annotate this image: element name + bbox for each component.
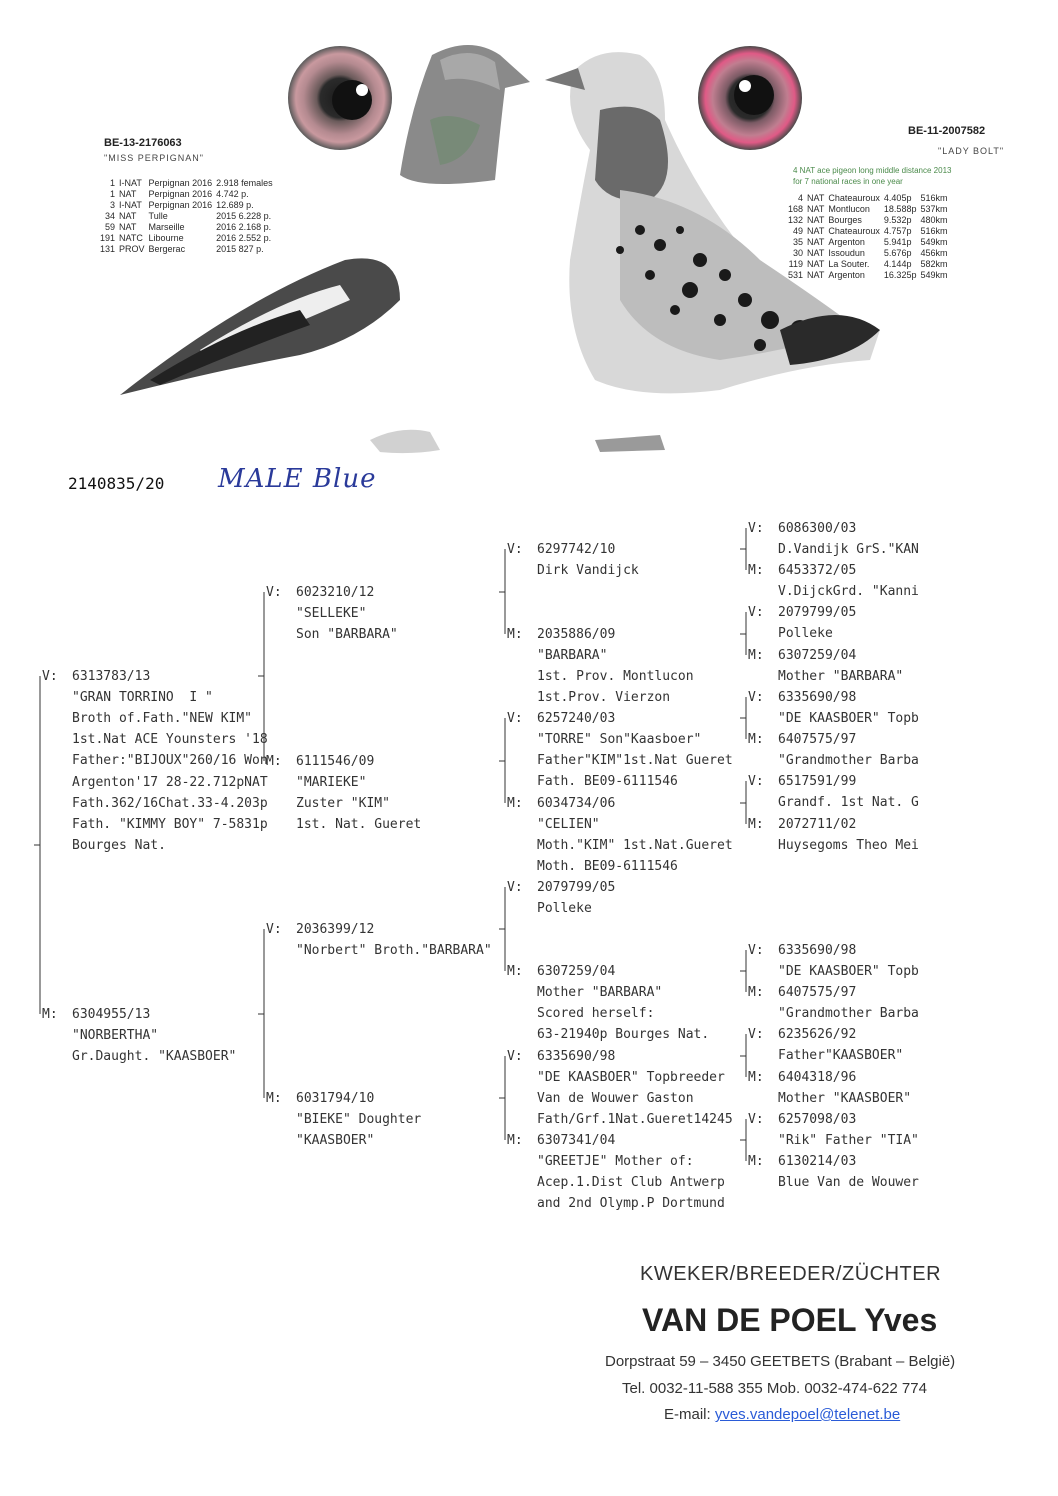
pedigree-g3-line: "GREETJE" Mother of: xyxy=(537,1154,694,1170)
pedigree-g1-line: Father:"BIJOUX"260/16 Won xyxy=(72,753,268,769)
handwritten-sex-color: MALE Blue xyxy=(218,464,377,494)
pedigree-g2-line: Zuster "KIM" xyxy=(296,796,390,812)
pedigree-g4-line: Grandf. 1st Nat. G xyxy=(778,795,919,811)
pedigree-g4-line: "Grandmother Barba xyxy=(778,753,919,769)
pedigree-g3-line: 6034734/06 xyxy=(537,796,616,811)
pedigree-g2-tag: V: xyxy=(266,585,282,600)
pedigree-g1-tag: M: xyxy=(42,1007,58,1022)
left-pigeon-result-cell: 59 xyxy=(105,222,116,232)
pedigree-g4-line: 6307259/04 xyxy=(778,648,857,663)
left-pigeon-result-cell: 34 xyxy=(105,211,116,221)
left-pigeon-result-cell: 12.689 p. xyxy=(216,200,254,210)
left-pigeon-result-cell: Marseille xyxy=(148,222,185,232)
right-pigeon-result-cell: 516km xyxy=(920,193,948,203)
right-pigeon-result-cell: 9.532p xyxy=(883,215,912,225)
pedigree-g3-line: Van de Wouwer Gaston xyxy=(537,1091,694,1107)
left-pigeon-result-cell: Libourne xyxy=(148,233,184,243)
left-pigeon-result-cell: Bergerac xyxy=(148,244,186,254)
right-pigeon-result-cell: 549km xyxy=(920,237,948,247)
right-pigeon-result-cell: Issoudun xyxy=(828,248,865,258)
pedigree-g4-line: 6335690/98 xyxy=(778,943,857,958)
pedigree-g3-line: Moth."KIM" 1st.Nat.Gueret xyxy=(537,838,733,854)
right-pigeon-result-cell: NAT xyxy=(807,270,825,280)
left-pigeon-result-cell: Perpignan 2016 xyxy=(148,189,213,199)
pedigree-g3-line: 6257240/03 xyxy=(537,711,616,726)
pedigree-g3-line: Dirk Vandijck xyxy=(537,563,639,579)
left-pigeon-result-cell: 131 xyxy=(100,244,116,254)
pedigree-g2-line: "BIEKE" Doughter xyxy=(296,1112,422,1128)
pedigree-g3-line: 2079799/05 xyxy=(537,880,616,895)
breeder-header: KWEKER/BREEDER/ZÜCHTER xyxy=(640,1263,942,1285)
left-pigeon-result-cell: Tulle xyxy=(148,211,168,221)
left-pigeon-result-cell: NAT xyxy=(119,211,137,221)
pedigree-g3-tag: M: xyxy=(507,1133,523,1148)
left-pigeon-result-cell: 2015 827 p. xyxy=(216,244,264,254)
pedigree-g2-line: "Norbert" Broth."BARBARA" xyxy=(296,943,492,959)
right-pigeon-result-cell: 531 xyxy=(788,270,804,280)
right-pigeon-result-cell: 456km xyxy=(920,248,948,258)
pedigree-g2-line: 6031794/10 xyxy=(296,1091,375,1106)
pedigree-g4-tag: M: xyxy=(748,648,764,663)
pedigree-g1-line: Gr.Daught. "KAASBOER" xyxy=(72,1049,237,1065)
pedigree-g3-tag: M: xyxy=(507,796,523,811)
pedigree-g3-line: Scored herself: xyxy=(537,1006,655,1022)
left-pigeon-result-cell: 4.742 p. xyxy=(216,189,249,199)
right-pigeon-result-cell: 582km xyxy=(920,259,948,269)
pedigree-g4-line: Polleke xyxy=(778,626,833,642)
left-pigeon-result-cell: I-NAT xyxy=(119,200,142,210)
pedigree-g4-line: 6517591/99 xyxy=(778,774,857,789)
pedigree-g4-tag: M: xyxy=(748,817,764,832)
pedigree-g4-line: "Grandmother Barba xyxy=(778,1006,919,1022)
pedigree-g4-line: 6235626/92 xyxy=(778,1027,857,1042)
pedigree-g1-line: Broth of.Fath."NEW KIM" xyxy=(72,711,253,727)
left-pigeon-ring: BE-13-2176063 xyxy=(104,137,182,149)
pedigree-g1-line: Fath. "KIMMY BOY" 7-5831p xyxy=(72,816,268,832)
pedigree-g3-line: 6307259/04 xyxy=(537,964,616,979)
pedigree-g3-line: Mother "BARBARA" xyxy=(537,985,663,1001)
right-pigeon-result-cell: 119 xyxy=(788,259,804,269)
pedigree-g3-line: 1st.Prov. Vierzon xyxy=(537,690,671,706)
breeder-name: VAN DE POEL Yves xyxy=(642,1302,938,1338)
right-pigeon-result-cell: 132 xyxy=(788,215,804,225)
pedigree-g4-line: 6335690/98 xyxy=(778,690,857,705)
subject-ring-number: 2140835/20 xyxy=(68,474,165,493)
pedigree-g2-line: Son "BARBARA" xyxy=(296,627,398,643)
pedigree-g2-line: "KAASBOER" xyxy=(296,1133,375,1149)
right-pigeon-result-cell: 5.676p xyxy=(883,248,912,258)
right-pigeon-result-cell: NAT xyxy=(807,226,825,236)
pedigree-g1-line: 6304955/13 xyxy=(72,1007,151,1022)
pedigree-g4-tag: V: xyxy=(748,690,764,705)
right-pigeon-note-1: 4 NAT ace pigeon long middle distance 2013 xyxy=(793,166,952,175)
pedigree-g3-line: and 2nd Olymp.P Dortmund xyxy=(537,1196,725,1212)
pedigree-g2-line: 2036399/12 xyxy=(296,922,375,937)
pedigree-g1-tag: V: xyxy=(42,669,58,684)
left-pigeon-result-cell: 1 xyxy=(110,178,116,188)
pedigree-g4-line: Huysegoms Theo Mei xyxy=(778,838,919,854)
pedigree-g3-line: Moth. BE09-6111546 xyxy=(537,859,678,875)
pedigree-g4-line: "Rik" Father "TIA" xyxy=(778,1133,919,1149)
pedigree-g1-line: Bourges Nat. xyxy=(72,837,166,853)
right-pigeon-result-cell: 30 xyxy=(793,248,804,258)
right-pigeon-result-cell: 16.325p xyxy=(883,270,917,280)
right-pigeon-result-cell: 4.405p xyxy=(883,193,912,203)
email-link[interactable]: yves.vandepoel@telenet.be xyxy=(714,1406,901,1423)
right-pigeon-result-cell: 480km xyxy=(920,215,948,225)
right-pigeon-result-cell: NAT xyxy=(807,248,825,258)
right-pigeon-result-cell: 537km xyxy=(920,204,948,214)
right-pigeon-result-cell: NAT xyxy=(807,193,825,203)
pedigree-g2-line: "MARIEKE" xyxy=(296,775,367,791)
pedigree-g4-tag: M: xyxy=(748,1154,764,1169)
pedigree-g2-tag: M: xyxy=(266,754,282,769)
right-pigeon-result-cell: Chateauroux xyxy=(828,226,880,236)
left-pigeon-result-cell: 2016 2.168 p. xyxy=(216,222,272,232)
right-pigeon-result-cell: Argenton xyxy=(828,270,865,280)
left-pigeon-result-cell: NAT xyxy=(119,222,137,232)
pedigree-g2-line: 6111546/09 xyxy=(296,754,375,769)
pedigree-g1-line: Fath.362/16Chat.33-4.203p xyxy=(72,795,268,811)
pedigree-g4-tag: M: xyxy=(748,732,764,747)
pedigree-g3-line: Fath. BE09-6111546 xyxy=(537,774,678,790)
left-pigeon-name: "MISS PERPIGNAN" xyxy=(104,153,204,163)
left-pigeon-result-cell: PROV xyxy=(119,244,145,254)
breeder-email-row xyxy=(664,1406,900,1423)
pedigree-g4-line: 6086300/03 xyxy=(778,521,857,536)
left-pigeon-result-cell: 2.918 females xyxy=(216,178,273,188)
right-pigeon-result-cell: 168 xyxy=(788,204,804,214)
right-pigeon-result-cell: NAT xyxy=(807,204,825,214)
pedigree-g4-line: Mother "BARBARA" xyxy=(778,669,904,685)
pedigree-g1-line: 6313783/13 xyxy=(72,669,151,684)
pedigree-g4-tag: M: xyxy=(748,985,764,1000)
left-pigeon-result-cell: NAT xyxy=(119,189,137,199)
right-pigeon-result-cell: Bourges xyxy=(828,215,862,225)
breeder-phone: Tel. 0032-11-588 355 Mob. 0032-474-622 774 xyxy=(622,1380,927,1397)
pedigree-g4-line: Blue Van de Wouwer xyxy=(778,1175,919,1191)
pedigree-g3-line: "BARBARA" xyxy=(537,648,608,664)
email-label: E-mail: xyxy=(664,1406,711,1423)
pedigree-g4-tag: V: xyxy=(748,943,764,958)
right-pigeon-result-cell: 516km xyxy=(920,226,948,236)
pedigree-g3-tag: M: xyxy=(507,627,523,642)
pedigree-g4-line: 6404318/96 xyxy=(778,1070,857,1085)
right-pigeon-name: "LADY BOLT" xyxy=(938,146,1005,156)
pedigree-g1-line: "GRAN TORRINO I " xyxy=(72,690,213,706)
left-pigeon-result-cell: I-NAT xyxy=(119,178,142,188)
right-pigeon-result-cell: Chateauroux xyxy=(828,193,880,203)
right-pigeon-ring: BE-11-2007582 xyxy=(908,125,986,137)
pedigree-g3-tag: M: xyxy=(507,964,523,979)
pedigree-g3-line: "CELIEN" xyxy=(537,817,600,833)
pedigree-g4-tag: V: xyxy=(748,1027,764,1042)
right-pigeon-result-cell: NAT xyxy=(807,237,825,247)
pedigree-g4-line: 6407575/97 xyxy=(778,985,857,1000)
pedigree-g3-line: 63-21940p Bourges Nat. xyxy=(537,1027,710,1043)
pedigree-g2-tag: M: xyxy=(266,1091,282,1106)
left-pigeon-result-cell: 1 xyxy=(110,189,116,199)
pedigree-g4-tag: M: xyxy=(748,1070,764,1085)
pedigree-g4-line: 6453372/05 xyxy=(778,563,857,578)
pedigree-g3-line: 1st. Prov. Montlucon xyxy=(537,669,694,685)
pedigree-g4-line: "DE KAASBOER" Topb xyxy=(778,964,919,980)
right-pigeon-note-2: for 7 national races in one year xyxy=(793,177,903,186)
pedigree-g2-line: 1st. Nat. Gueret xyxy=(296,817,422,833)
left-pigeon-result-cell: 191 xyxy=(100,233,116,243)
pedigree-g2-tag: V: xyxy=(266,922,282,937)
pedigree-g3-tag: V: xyxy=(507,880,523,895)
left-pigeon-result-cell: NATC xyxy=(119,233,143,243)
pedigree-g3-line: "TORRE" Son"Kaasboer" xyxy=(537,732,702,748)
right-pigeon-result-cell: Montlucon xyxy=(828,204,870,214)
pedigree-g3-line: "DE KAASBOER" Topbreeder xyxy=(537,1070,725,1086)
pedigree-g4-tag: V: xyxy=(748,521,764,536)
right-pigeon-result-cell: Argenton xyxy=(828,237,865,247)
pedigree-g3-tag: V: xyxy=(507,711,523,726)
left-pigeon-result-cell: 2015 6.228 p. xyxy=(216,211,272,221)
pedigree-g4-line: 6407575/97 xyxy=(778,732,857,747)
breeder-address: Dorpstraat 59 – 3450 GEETBETS (Brabant – België) xyxy=(605,1353,956,1370)
pedigree-g3-line: Polleke xyxy=(537,901,592,917)
pedigree-g4-tag: V: xyxy=(748,774,764,789)
pedigree-g4-line: 6130214/03 xyxy=(778,1154,857,1169)
pedigree-g2-line: "SELLEKE" xyxy=(296,606,367,622)
right-pigeon-result-cell: 5.941p xyxy=(883,237,912,247)
pedigree-g4-tag: V: xyxy=(748,1112,764,1127)
pedigree-g4-tag: M: xyxy=(748,563,764,578)
pedigree-g1-line: 1st.Nat ACE Younsters '18 xyxy=(72,732,268,748)
pedigree-g4-line: Father"KAASBOER" xyxy=(778,1048,904,1064)
pedigree-g3-tag: V: xyxy=(507,542,523,557)
pedigree-g2-line: 6023210/12 xyxy=(296,585,375,600)
right-pigeon-result-cell: La Souter. xyxy=(828,259,870,269)
pedigree-g4-line: "DE KAASBOER" Topb xyxy=(778,711,919,727)
pedigree-g1-line: "NORBERTHA" xyxy=(72,1028,159,1044)
left-pigeon-result-cell: Perpignan 2016 xyxy=(148,200,213,210)
right-pigeon-result-cell: 4.757p xyxy=(883,226,912,236)
right-pigeon-result-cell: 4 xyxy=(798,193,804,203)
pedigree-g4-line: Mother "KAASBOER" xyxy=(778,1091,912,1107)
left-pigeon-result-cell: 3 xyxy=(110,200,116,210)
left-pigeon-result-cell: 2016 2.552 p. xyxy=(216,233,272,243)
pedigree-g4-line: 2072711/02 xyxy=(778,817,857,832)
pedigree-g1-line: Argenton'17 28-22.712pNAT xyxy=(72,774,268,790)
pedigree-g4-line: 6257098/03 xyxy=(778,1112,857,1127)
pedigree-g3-line: Father"KIM"1st.Nat Gueret xyxy=(537,753,733,769)
pedigree-g3-line: 6297742/10 xyxy=(537,542,616,557)
right-pigeon-result-cell: 4.144p xyxy=(883,259,912,269)
right-pigeon-result-cell: 49 xyxy=(793,226,804,236)
pedigree-g4-line: D.Vandijk GrS."KAN xyxy=(778,542,919,558)
pedigree-g4-tag: V: xyxy=(748,605,764,620)
right-pigeon-result-cell: 35 xyxy=(793,237,804,247)
pedigree-g4-line: 2079799/05 xyxy=(778,605,857,620)
right-pigeon-result-cell: NAT xyxy=(807,215,825,225)
right-pigeon-result-cell: 18.588p xyxy=(883,204,917,214)
pedigree-g3-line: Acep.1.Dist Club Antwerp xyxy=(537,1175,725,1191)
pedigree-g3-line: 2035886/09 xyxy=(537,627,616,642)
pedigree-g4-line: V.DijckGrd. "Kanni xyxy=(778,584,919,600)
pedigree-g3-line: 6307341/04 xyxy=(537,1133,616,1148)
right-pigeon-result-cell: 549km xyxy=(920,270,948,280)
pedigree-g3-tag: V: xyxy=(507,1049,523,1064)
pedigree-g3-line: Fath/Grf.1Nat.Gueret14245 xyxy=(537,1112,733,1128)
left-pigeon-result-cell: Perpignan 2016 xyxy=(148,178,213,188)
right-pigeon-result-cell: NAT xyxy=(807,259,825,269)
pedigree-g3-line: 6335690/98 xyxy=(537,1049,616,1064)
